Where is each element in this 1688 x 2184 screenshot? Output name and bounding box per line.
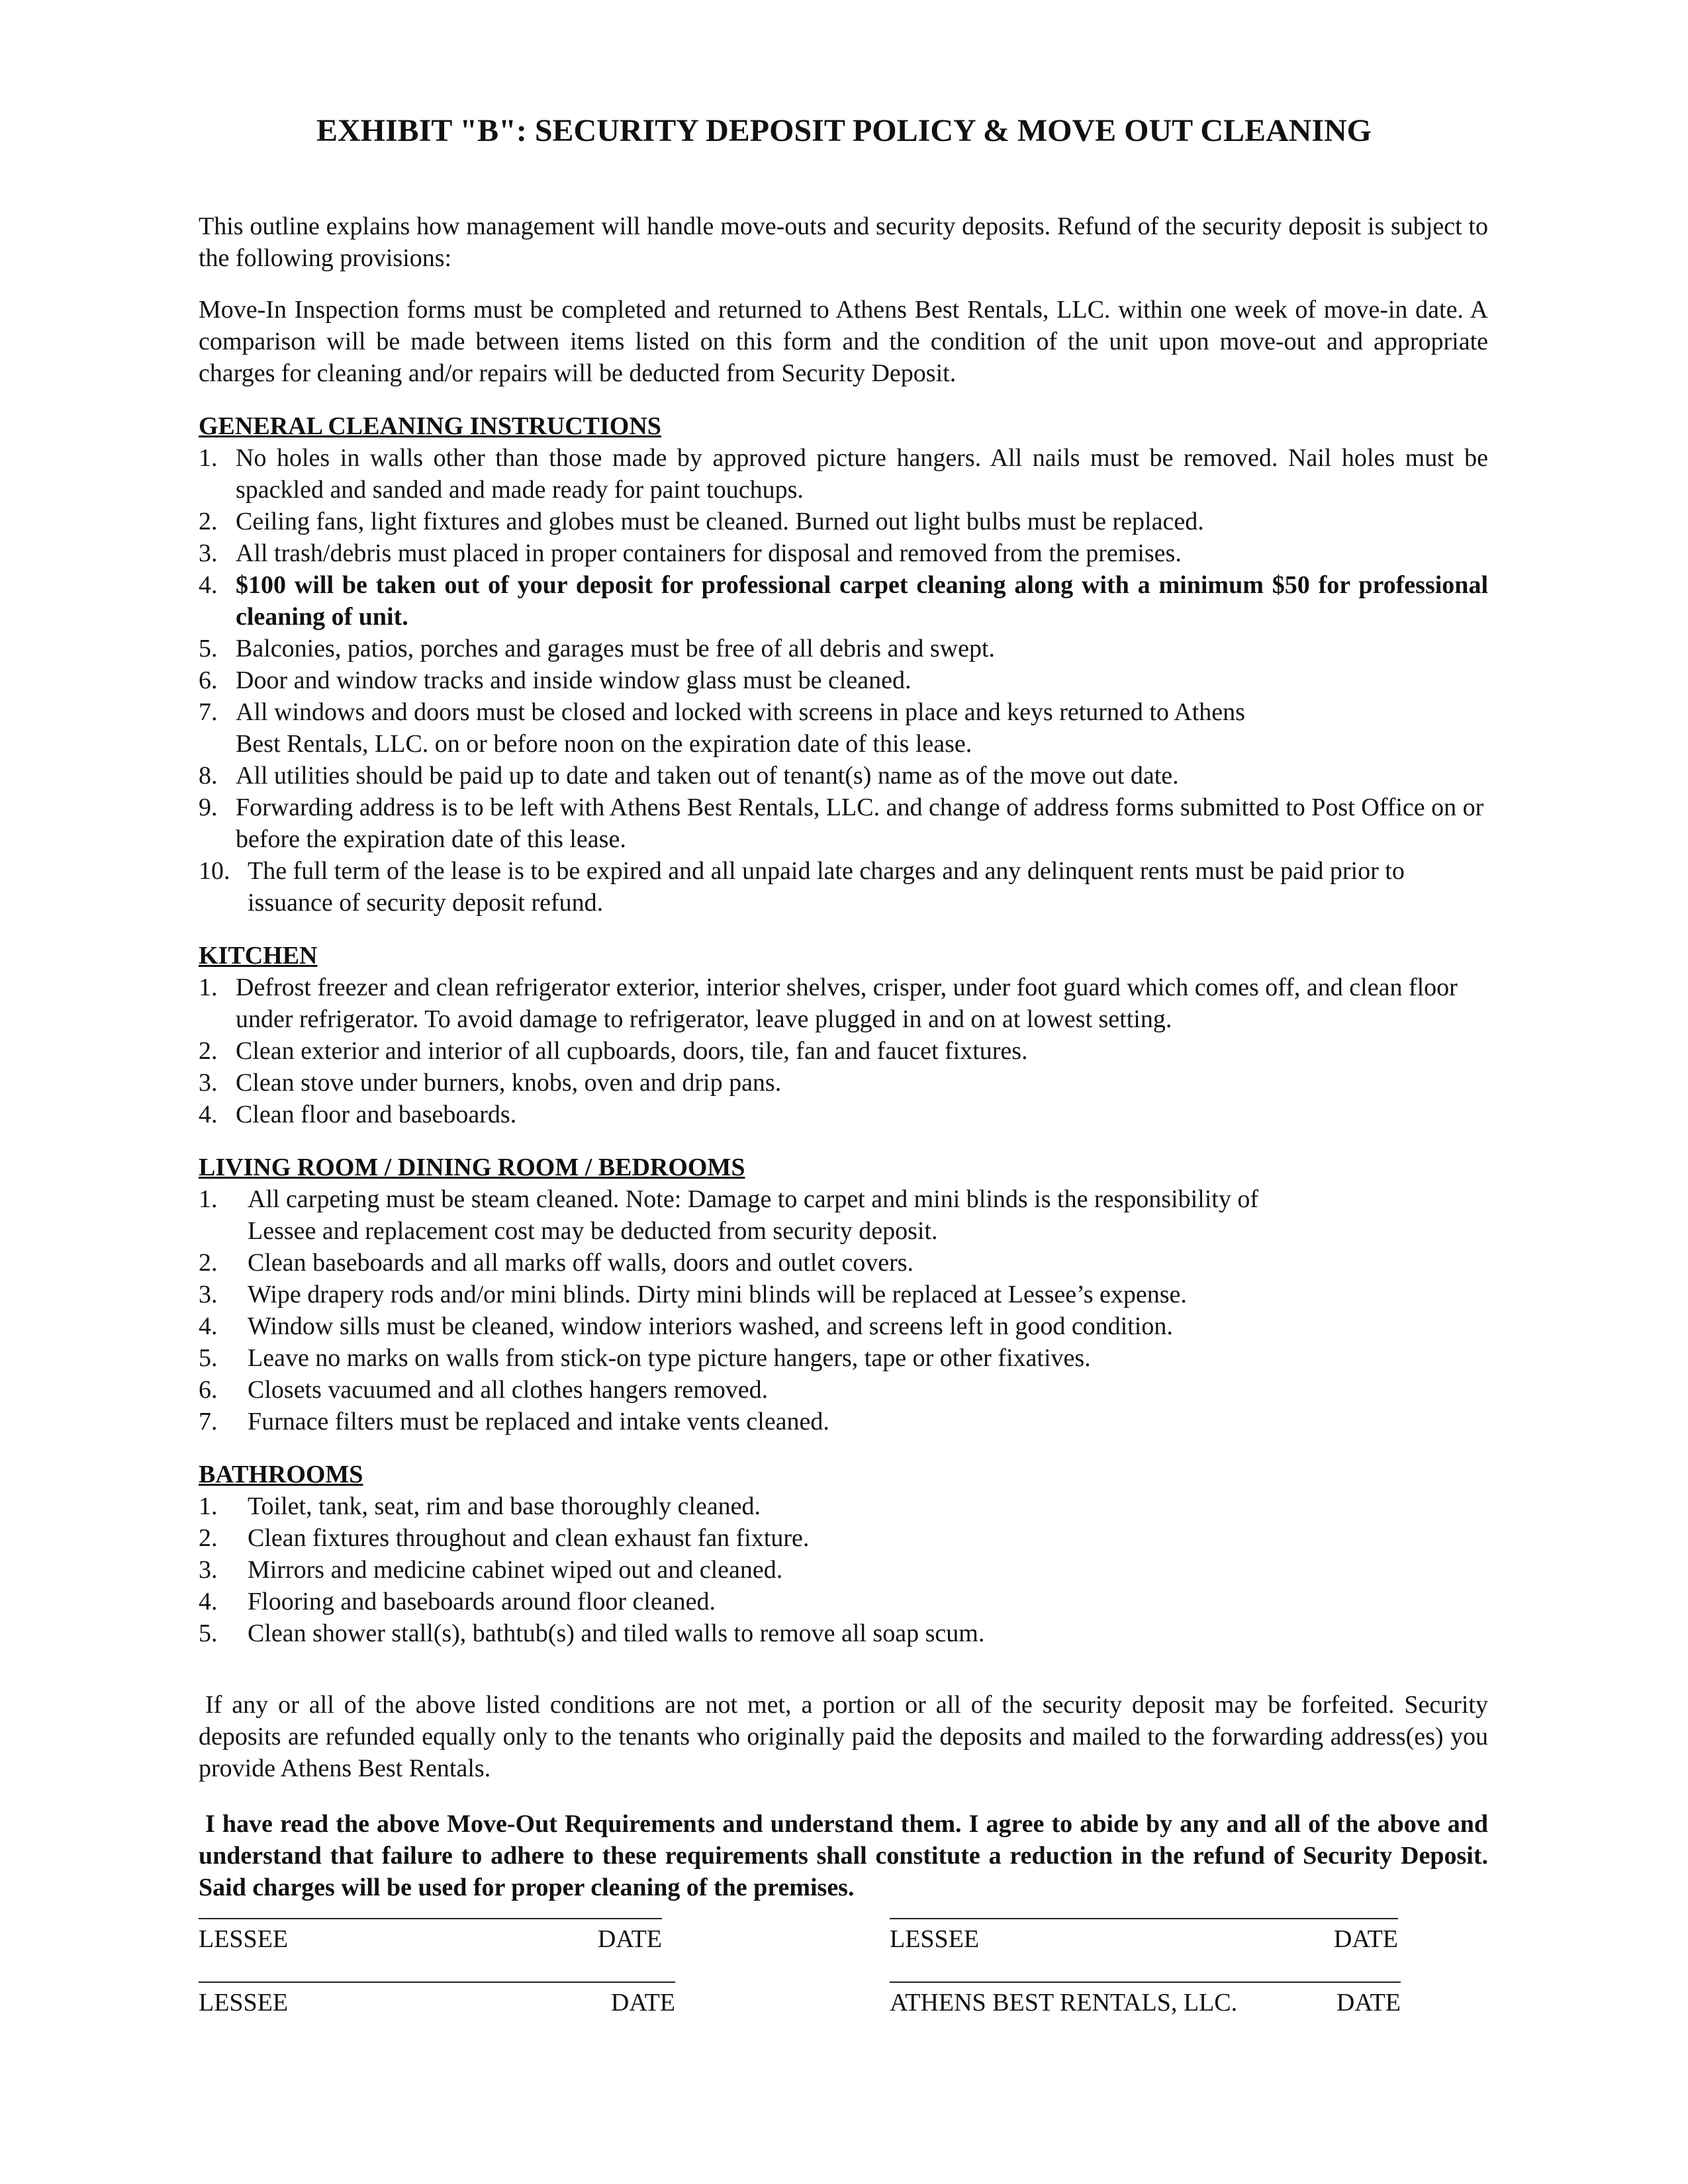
item-text-bold: $100 will be taken out of your deposit for professional carpet cleaning along with a minimum $50 for professional cleaning of unit. (236, 571, 1488, 631)
list-item (199, 537, 1488, 569)
list-item (199, 855, 1488, 919)
item-number: 2. (199, 508, 218, 535)
item-text: Clean stove under burners, knobs, oven and drip pans. (236, 1069, 782, 1097)
list-item (199, 1247, 1488, 1279)
intro-paragraph-2: Move-In Inspection forms must be completed and returned to Athens Best Rentals, LLC. within one week of move-in date. A comparison will be made between items listed on this form and the condition of the unit upon move-out and appropriate charges for cleaning and/or repairs will be deducted from Security Deposit. (199, 296, 1488, 387)
item-number: 1. (199, 974, 218, 1001)
bathrooms-list (199, 1490, 1488, 1649)
item-number: 3. (199, 539, 218, 567)
list-item (199, 1183, 1488, 1247)
item-number: 2. (199, 1037, 218, 1065)
list-item (199, 1586, 1488, 1617)
item-number: 2. (199, 1249, 218, 1277)
list-item (199, 1342, 1488, 1374)
item-number: 3. (199, 1281, 218, 1308)
item-number: 4. (199, 1588, 218, 1615)
signature-label: LESSEE (199, 1925, 289, 1953)
section-living-dining-bedrooms (199, 1152, 1488, 1437)
list-item (199, 1374, 1488, 1406)
list-item (199, 1310, 1488, 1342)
date-label: DATE (610, 1989, 675, 2017)
signature-label: ATHENS BEST RENTALS, LLC. (890, 1989, 1238, 2017)
section-general-cleaning (199, 410, 1488, 919)
section-bathrooms (199, 1459, 1488, 1649)
item-text: All trash/debris must placed in proper containers for disposal and removed from the premises. (236, 539, 1182, 567)
section-heading: BATHROOMS (199, 1461, 363, 1488)
list-item (199, 760, 1488, 792)
list-item (199, 633, 1488, 664)
date-label: DATE (1333, 1925, 1398, 1953)
signature-line-landlord (890, 1981, 1401, 2019)
item-number: 7. (199, 698, 218, 726)
item-text: Flooring and baseboards around floor cleaned. (248, 1588, 716, 1615)
list-item (199, 506, 1488, 537)
list-item (199, 1617, 1488, 1649)
list-item (199, 1554, 1488, 1586)
intro-paragraph-1: This outline explains how management will handle move-outs and security deposits. Refund of the security deposit is subject to the following provisions: (199, 212, 1488, 272)
item-text: Furnace filters must be replaced and intake vents cleaned. (248, 1408, 829, 1435)
item-number: 2. (199, 1524, 218, 1552)
list-item (199, 664, 1488, 696)
item-number: 5. (199, 1619, 218, 1647)
item-number: 10. (199, 857, 230, 885)
item-number: 1. (199, 1185, 218, 1213)
item-text: Clean baseboards and all marks off walls, doors and outlet covers. (248, 1249, 914, 1277)
closing-paragraph: If any or all of the above listed conditions are not met, a portion or all of the security deposit may be forfeited. Security deposits are refunded equally only to the tenants who originally paid the deposits and mailed to the forwarding address(es) you provide Athens Best Rentals. (199, 1691, 1488, 1782)
general-cleaning-list (199, 442, 1488, 919)
list-item (199, 1035, 1488, 1067)
item-number: 8. (199, 762, 218, 790)
item-text: All windows and doors must be closed and locked with screens in place and keys returned to Athens Best Rentals, LLC. on or before noon on the expiration date of this lease. (236, 698, 1245, 758)
item-text: Clean exterior and interior of all cupboards, doors, tile, fan and faucet fixtures. (236, 1037, 1028, 1065)
item-text: Wipe drapery rods and/or mini blinds. Dirty mini blinds will be replaced at Lessee’s expense. (248, 1281, 1187, 1308)
item-text: Leave no marks on walls from stick-on type picture hangers, tape or other fixatives. (248, 1344, 1091, 1372)
item-text: Defrost freezer and clean refrigerator exterior, interior shelves, crisper, under foot guard which comes off, and clean floor under refrigerator. To avoid damage to refrigerator, leave plugged in and on at lowest setting. (236, 974, 1458, 1033)
item-text: Window sills must be cleaned, window interiors washed, and screens left in good condition. (248, 1312, 1173, 1340)
item-text: Clean fixtures throughout and clean exhaust fan fixture. (248, 1524, 810, 1552)
list-item (199, 972, 1488, 1035)
signature-label: LESSEE (199, 1989, 289, 2017)
date-label: DATE (597, 1925, 662, 1953)
item-number: 5. (199, 635, 218, 662)
list-item (199, 1099, 1488, 1130)
item-number: 1. (199, 1492, 218, 1520)
item-text: Mirrors and medicine cabinet wiped out and cleaned. (248, 1556, 783, 1584)
item-number: 9. (199, 794, 218, 821)
list-item (199, 442, 1488, 506)
list-item (199, 696, 1488, 760)
item-text: Forwarding address is to be left with Athens Best Rentals, LLC. and change of address forms submitted to Post Office on or before the expiration date of this lease. (236, 794, 1484, 853)
section-heading: KITCHEN (199, 942, 318, 970)
document-body (199, 210, 1488, 1903)
item-number: 1. (199, 444, 218, 472)
signature-label: LESSEE (890, 1925, 980, 1953)
date-label: DATE (1336, 1989, 1401, 2017)
section-heading: GENERAL CLEANING INSTRUCTIONS (199, 412, 661, 440)
signature-line-lessee-1 (199, 1918, 662, 1955)
section-kitchen (199, 940, 1488, 1130)
item-text: Clean floor and baseboards. (236, 1101, 517, 1128)
list-item (199, 1490, 1488, 1522)
item-number: 4. (199, 1312, 218, 1340)
kitchen-list (199, 972, 1488, 1130)
item-text: Ceiling fans, light fixtures and globes must be cleaned. Burned out light bulbs must be replaced. (236, 508, 1204, 535)
list-item (199, 1279, 1488, 1310)
item-number: 6. (199, 666, 218, 694)
item-text: The full term of the lease is to be expired and all unpaid late charges and any delinquent rents must be paid prior to issuance of security deposit refund. (248, 857, 1405, 917)
list-item (199, 1067, 1488, 1099)
living-list (199, 1183, 1488, 1437)
item-number: 4. (199, 1101, 218, 1128)
item-number: 3. (199, 1556, 218, 1584)
list-item (199, 569, 1488, 633)
item-text: Toilet, tank, seat, rim and base thoroughly cleaned. (248, 1492, 761, 1520)
list-item (199, 1406, 1488, 1437)
item-number: 5. (199, 1344, 218, 1372)
item-text: Door and window tracks and inside window glass must be cleaned. (236, 666, 912, 694)
item-text: No holes in walls other than those made by approved picture hangers. All nails must be removed. Nail holes must be spackled and sanded and made ready for paint touchups. (236, 444, 1488, 504)
list-item (199, 792, 1488, 855)
section-heading: LIVING ROOM / DINING ROOM / BEDROOMS (199, 1154, 745, 1181)
list-item (199, 1522, 1488, 1554)
item-text: Clean shower stall(s), bathtub(s) and tiled walls to remove all soap scum. (248, 1619, 985, 1647)
document-title: EXHIBIT "B": SECURITY DEPOSIT POLICY & MOVE OUT CLEANING (316, 113, 1372, 148)
signature-line-lessee-2 (890, 1918, 1398, 1955)
item-text: All carpeting must be steam cleaned. Note: Damage to carpet and mini blinds is the responsibility of Lessee and replacement cost may be deducted from security deposit. (248, 1185, 1258, 1245)
item-number: 7. (199, 1408, 218, 1435)
acknowledgement-paragraph: I have read the above Move-Out Requirements and understand them. I agree to abide by any and all of the above and understand that failure to adhere to these requirements shall constitute a reduction in the refund of Security Deposit. Said charges will be used for proper cleaning of the premises. (199, 1810, 1488, 1901)
item-text: All utilities should be paid up to date and taken out of tenant(s) name as of the move out date. (236, 762, 1179, 790)
item-number: 4. (199, 571, 218, 599)
item-text: Closets vacuumed and all clothes hangers removed. (248, 1376, 769, 1404)
item-text: Balconies, patios, porches and garages must be free of all debris and swept. (236, 635, 996, 662)
signature-line-lessee-3 (199, 1981, 675, 2019)
item-number: 6. (199, 1376, 218, 1404)
item-number: 3. (199, 1069, 218, 1097)
